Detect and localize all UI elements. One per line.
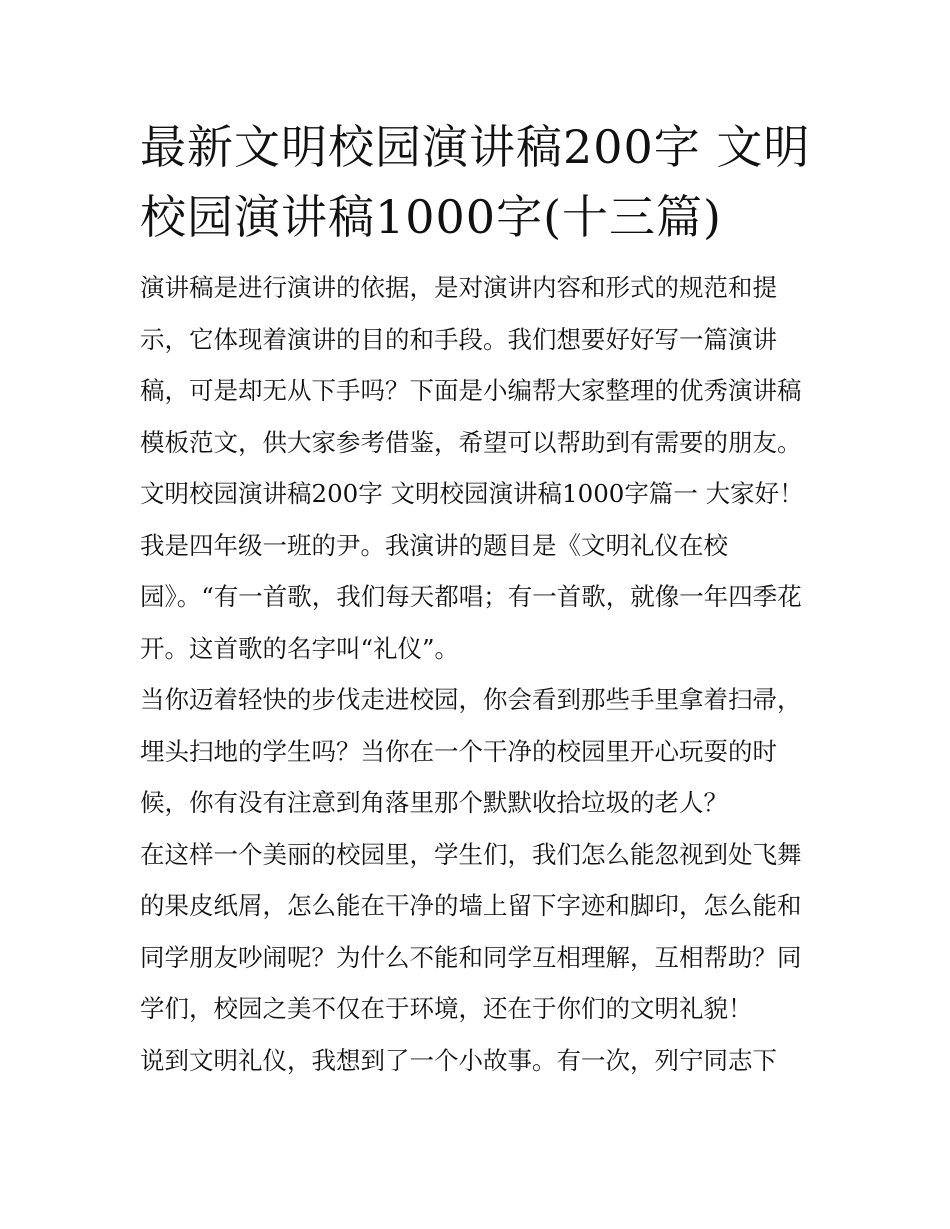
beautiful-campus-paragraph: 在这样一个美丽的校园里，学生们，我们怎么能忽视到处飞舞的果皮纸屑，怎么能在干净的墙上留下字迹和脚印，怎么能和同学朋友吵闹呢？为什么不能和同学互相理解，互相帮助？同学们，校园之美不仅在于环境，还在于你们的文明礼貌！: [140, 839, 802, 1023]
campus-walk-paragraph: 当你迈着轻快的步伐走进校园，你会看到那些手里拿着扫帚，埋头扫地的学生吗？当你在一个干净的校园里开心玩耍的时候，你有没有注意到角落里那个默默收拾垃圾的老人？: [140, 685, 802, 817]
document-body: [140, 262, 816, 1086]
speech-opening-paragraph: 文明校园演讲稿200字 文明校园演讲稿1000字篇一 大家好！我是四年级一班的尹。我演讲的题目是《文明礼仪在校园》。“有一首歌，我们每天都唱；有一首歌，就像一年四季花开。这首歌的名字叫“礼仪”。: [140, 479, 804, 663]
document-title: 最新文明校园演讲稿200字 文明校园演讲稿1000字(十三篇): [140, 120, 811, 244]
document-page: [140, 112, 816, 1086]
story-paragraph: 说到文明礼仪，我想到了一个小故事。有一次，列宁同志下: [140, 1045, 777, 1075]
intro-paragraph: 演讲稿是进行演讲的依据，是对演讲内容和形式的规范和提示，它体现着演讲的目的和手段。我们想要好好写一篇演讲稿，可是却无从下手吗？下面是小编帮大家整理的优秀演讲稿模板范文，供大家参考借鉴，希望可以帮助到有需要的朋友。: [140, 273, 802, 457]
